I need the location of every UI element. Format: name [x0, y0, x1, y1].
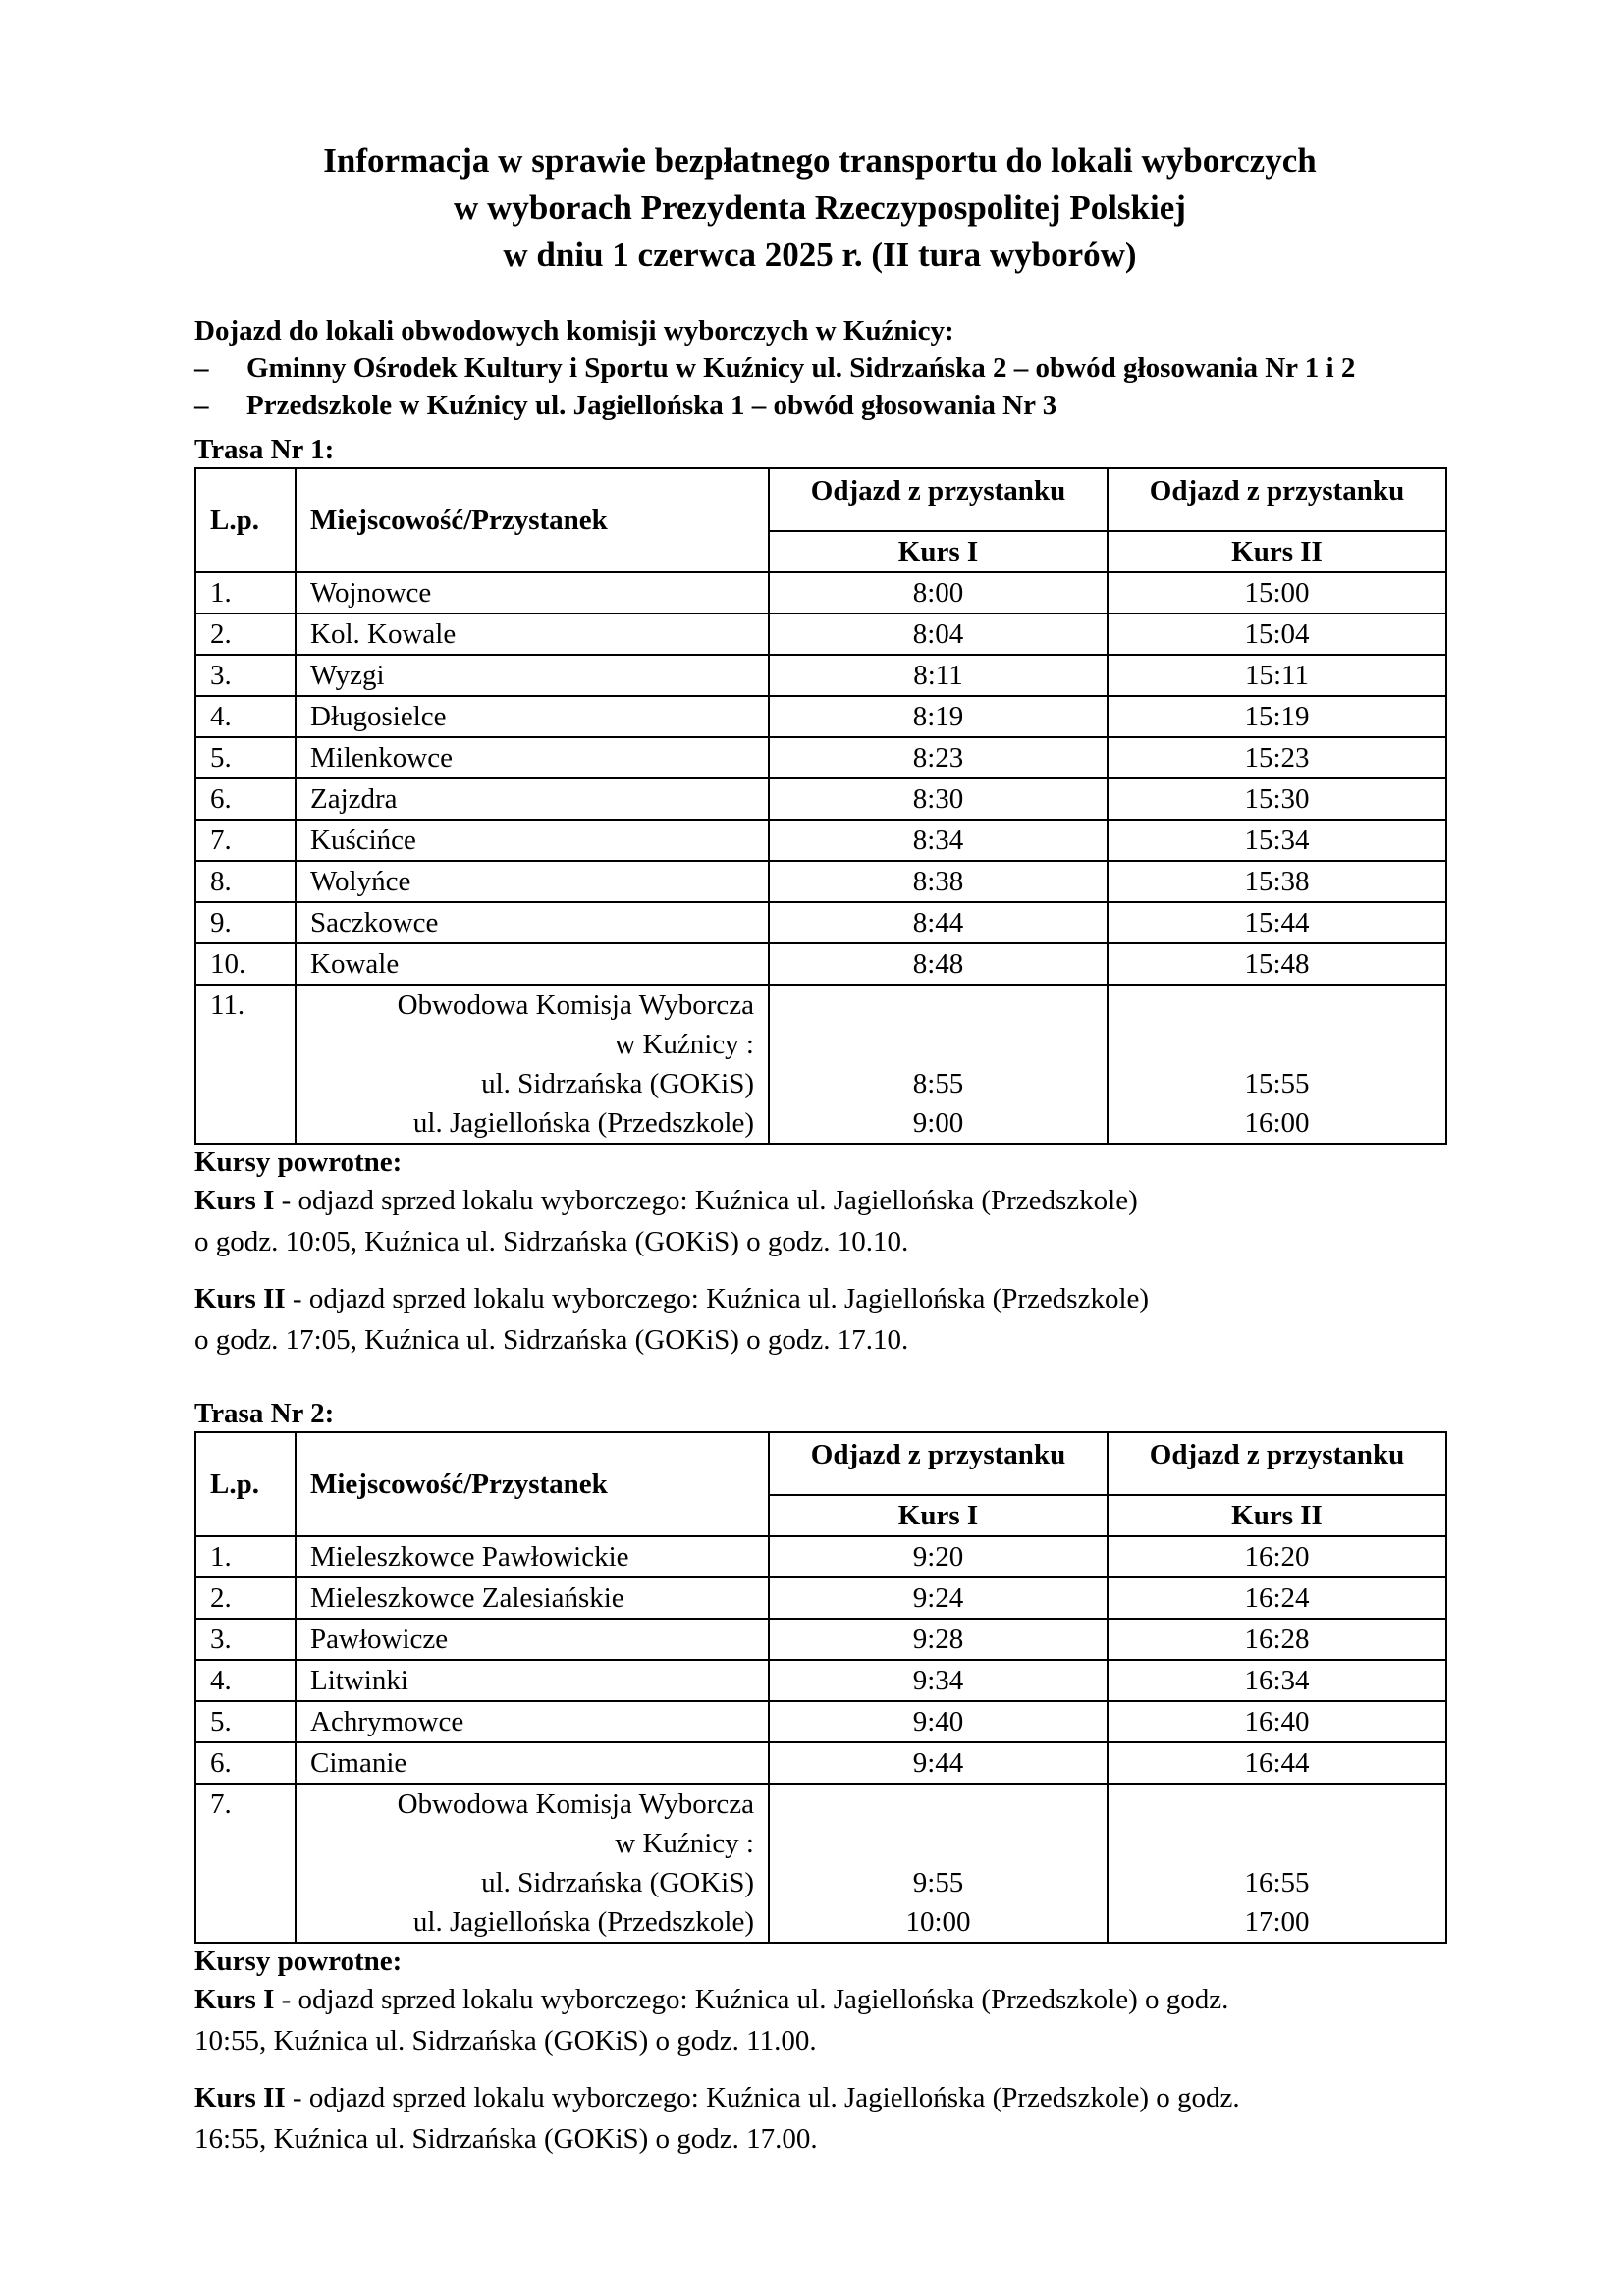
- row-kurs-1-time: 8:04: [769, 614, 1108, 655]
- row-lp: 10.: [195, 943, 296, 985]
- row-place: Milenkowce: [296, 737, 769, 778]
- return-text: - odjazd sprzed lokalu wyborczego: Kuźnica ul. Jagiellońska (Przedszkole) o godz.: [285, 2082, 1240, 2113]
- row-place: Wojnowce: [296, 572, 769, 614]
- row-kurs-1-time: 9:24: [769, 1577, 1108, 1619]
- row-kurs-2-time: 16:44: [1108, 1742, 1446, 1784]
- return-text-2: o godz. 10:05, Kuźnica ul. Sidrzańska (GOKiS) o godz. 10.10.: [194, 1226, 909, 1257]
- table-row: [195, 1577, 1446, 1619]
- final-place-line-1: Obwodowa Komisja Wyborcza: [397, 989, 754, 1021]
- table-row: [195, 572, 1446, 614]
- final-place-line-4: ul. Jagiellońska (Przedszkole): [412, 1107, 754, 1139]
- row-kurs-2-time: 15:38: [1108, 861, 1446, 902]
- row-kurs-1-time: 8:38: [769, 861, 1108, 902]
- table-row: [195, 696, 1446, 737]
- route-1-title: Trasa Nr 1:: [194, 434, 335, 465]
- table-row: [195, 1742, 1446, 1784]
- row-place: Zajzdra: [296, 778, 769, 820]
- return-text-2: o godz. 17:05, Kuźnica ul. Sidrzańska (GOKiS) o godz. 17.10.: [194, 1324, 909, 1356]
- title-line-3: w dniu 1 czerwca 2025 r. (II tura wyborów): [503, 236, 1137, 274]
- row-place: Kuścińce: [296, 820, 769, 861]
- row-kurs-1-time: 8:44: [769, 902, 1108, 943]
- final-kurs-1-b: 9:00: [912, 1107, 964, 1139]
- route-1-table: [194, 467, 1447, 1145]
- header-departure-1: Odjazd z przystanku: [769, 468, 1108, 531]
- row-lp: 7.: [195, 820, 296, 861]
- row-lp: 4.: [195, 1660, 296, 1701]
- title-line-1: Informacja w sprawie bezpłatnego transportu do lokali wyborczych: [323, 141, 1317, 180]
- row-kurs-1-time: 9:34: [769, 1660, 1108, 1701]
- header-kurs-2: Kurs II: [1108, 1495, 1446, 1536]
- row-place: Cimanie: [296, 1742, 769, 1784]
- return-text-2: 10:55, Kuźnica ul. Sidrzańska (GOKiS) o godz. 11.00.: [194, 2025, 817, 2056]
- return-label: Kurs I: [194, 1185, 275, 1216]
- return-label: Kurs I: [194, 1984, 275, 2015]
- row-kurs-2-time: 15:04: [1108, 614, 1446, 655]
- final-place-line-3: ul. Sidrzańska (GOKiS): [481, 1867, 754, 1898]
- row-kurs-2-time: 16:34: [1108, 1660, 1446, 1701]
- row-lp: 4.: [195, 696, 296, 737]
- row-lp: 5.: [195, 1701, 296, 1742]
- header-departure-2: Odjazd z przystanku: [1108, 1432, 1446, 1495]
- header-kurs-1: Kurs I: [769, 1495, 1108, 1536]
- final-place-line-2: w Kuźnicy :: [615, 1029, 754, 1060]
- row-place: Achrymowce: [296, 1701, 769, 1742]
- row-kurs-1-time: 8:30: [769, 778, 1108, 820]
- row-kurs-1-time: 9:20: [769, 1536, 1108, 1577]
- row-lp: 2.: [195, 1577, 296, 1619]
- header-place: Miejscowość/Przystanek: [296, 1432, 769, 1536]
- row-place: Wolyńce: [296, 861, 769, 902]
- route-2-returns-title: Kursy powrotne:: [194, 1946, 403, 1977]
- row-lp: 1.: [195, 1536, 296, 1577]
- return-text: - odjazd sprzed lokalu wyborczego: Kuźnica ul. Jagiellońska (Przedszkole): [285, 1283, 1150, 1314]
- row-lp: 2.: [195, 614, 296, 655]
- header-departure-1: Odjazd z przystanku: [769, 1432, 1108, 1495]
- final-kurs-2-b: 16:00: [1244, 1107, 1310, 1139]
- table-row-final: [195, 1784, 1446, 1943]
- row-kurs-1-time: [769, 985, 1108, 1144]
- row-kurs-1-time: 8:48: [769, 943, 1108, 985]
- row-kurs-2-time: 15:30: [1108, 778, 1446, 820]
- row-lp: 9.: [195, 902, 296, 943]
- header-kurs-2: Kurs II: [1108, 531, 1446, 572]
- row-kurs-2-time: 15:48: [1108, 943, 1446, 985]
- row-place: Wyzgi: [296, 655, 769, 696]
- row-place-final: [296, 1784, 769, 1943]
- row-place: Kol. Kowale: [296, 614, 769, 655]
- header-departure-2: Odjazd z przystanku: [1108, 468, 1446, 531]
- row-kurs-2-time: 16:40: [1108, 1701, 1446, 1742]
- table-row: [195, 1536, 1446, 1577]
- route-1-return-kurs-2: [194, 1278, 1445, 1361]
- row-kurs-2-time: 15:34: [1108, 820, 1446, 861]
- row-kurs-1-time: [769, 1784, 1108, 1943]
- final-place-line-1: Obwodowa Komisja Wyborcza: [397, 1789, 754, 1820]
- table-header-row: [195, 1432, 1446, 1495]
- header-kurs-1: Kurs I: [769, 531, 1108, 572]
- row-lp: 5.: [195, 737, 296, 778]
- final-place-line-2: w Kuźnicy :: [615, 1828, 754, 1859]
- final-place-line-4: ul. Jagiellońska (Przedszkole): [412, 1906, 754, 1938]
- row-kurs-1-time: 8:19: [769, 696, 1108, 737]
- header-place: Miejscowość/Przystanek: [296, 468, 769, 572]
- table-row: [195, 655, 1446, 696]
- intro-heading: Dojazd do lokali obwodowych komisji wyborczych w Kuźnicy:: [194, 315, 954, 347]
- table-header-row: [195, 468, 1446, 531]
- row-kurs-2-time: 15:19: [1108, 696, 1446, 737]
- table-row: [195, 778, 1446, 820]
- row-place-final: [296, 985, 769, 1144]
- row-kurs-2-time: [1108, 985, 1446, 1144]
- title-line-2: w wyborach Prezydenta Rzeczypospolitej Polskiej: [454, 188, 1186, 227]
- row-place: Litwinki: [296, 1660, 769, 1701]
- return-label: Kurs II: [194, 1283, 286, 1314]
- document-page: [194, 137, 1445, 2160]
- row-kurs-2-time: 16:20: [1108, 1536, 1446, 1577]
- intro-list: [194, 349, 1445, 424]
- row-lp: 8.: [195, 861, 296, 902]
- final-kurs-2-a: 15:55: [1244, 1068, 1310, 1099]
- row-place: Długosielce: [296, 696, 769, 737]
- table-row: [195, 820, 1446, 861]
- row-kurs-2-time: 15:11: [1108, 655, 1446, 696]
- row-kurs-1-time: 8:23: [769, 737, 1108, 778]
- final-kurs-1-b: 10:00: [905, 1906, 971, 1938]
- row-kurs-1-time: 8:00: [769, 572, 1108, 614]
- final-kurs-1-a: 8:55: [912, 1068, 964, 1099]
- header-lp: L.p.: [195, 468, 296, 572]
- row-lp: 3.: [195, 655, 296, 696]
- row-lp: 7.: [195, 1784, 296, 1943]
- row-lp: 6.: [195, 778, 296, 820]
- final-kurs-2-b: 17:00: [1244, 1906, 1310, 1938]
- final-kurs-2-a: 16:55: [1244, 1867, 1310, 1898]
- intro-section: [194, 312, 1445, 424]
- final-kurs-1-a: 9:55: [912, 1867, 964, 1898]
- route-1-returns-title: Kursy powrotne:: [194, 1147, 403, 1178]
- table-row: [195, 614, 1446, 655]
- table-row: [195, 902, 1446, 943]
- row-kurs-2-time: 16:28: [1108, 1619, 1446, 1660]
- row-kurs-1-time: 9:28: [769, 1619, 1108, 1660]
- row-kurs-1-time: 8:11: [769, 655, 1108, 696]
- row-place: Mieleszkowce Zalesiańskie: [296, 1577, 769, 1619]
- document-title: [194, 137, 1445, 279]
- row-place: Mieleszkowce Pawłowickie: [296, 1536, 769, 1577]
- row-lp: 3.: [195, 1619, 296, 1660]
- header-lp: L.p.: [195, 1432, 296, 1536]
- return-text: - odjazd sprzed lokalu wyborczego: Kuźnica ul. Jagiellońska (Przedszkole): [274, 1185, 1138, 1216]
- row-lp: 1.: [195, 572, 296, 614]
- table-row: [195, 1660, 1446, 1701]
- row-kurs-2-time: 16:24: [1108, 1577, 1446, 1619]
- return-text-2: 16:55, Kuźnica ul. Sidrzańska (GOKiS) o godz. 17.00.: [194, 2123, 818, 2155]
- row-kurs-2-time: 15:00: [1108, 572, 1446, 614]
- table-row: [195, 1619, 1446, 1660]
- route-1-return-kurs-1: [194, 1180, 1445, 1262]
- row-kurs-2-time: 15:44: [1108, 902, 1446, 943]
- row-lp: 6.: [195, 1742, 296, 1784]
- route-2-title: Trasa Nr 2:: [194, 1398, 335, 1429]
- route-2-table: [194, 1431, 1447, 1944]
- row-kurs-2-time: 15:23: [1108, 737, 1446, 778]
- table-row: [195, 737, 1446, 778]
- row-kurs-1-time: 9:40: [769, 1701, 1108, 1742]
- row-place: Saczkowce: [296, 902, 769, 943]
- table-row: [195, 943, 1446, 985]
- return-text: - odjazd sprzed lokalu wyborczego: Kuźnica ul. Jagiellońska (Przedszkole) o godz.: [274, 1984, 1229, 2015]
- table-row-final: [195, 985, 1446, 1144]
- table-row: [195, 1701, 1446, 1742]
- row-place: Pawłowicze: [296, 1619, 769, 1660]
- row-place: Kowale: [296, 943, 769, 985]
- route-2-return-kurs-1: [194, 1979, 1445, 2061]
- row-kurs-1-time: 9:44: [769, 1742, 1108, 1784]
- final-place-line-3: ul. Sidrzańska (GOKiS): [481, 1068, 754, 1099]
- intro-list-item: – Przedszkole w Kuźnicy ul. Jagiellońska 1 – obwód głosowania Nr 3: [194, 387, 1445, 424]
- row-kurs-2-time: [1108, 1784, 1446, 1943]
- table-row: [195, 861, 1446, 902]
- row-kurs-1-time: 8:34: [769, 820, 1108, 861]
- route-2-return-kurs-2: [194, 2077, 1445, 2160]
- return-label: Kurs II: [194, 2082, 286, 2113]
- row-lp: 11.: [195, 985, 296, 1144]
- intro-list-item: – Gminny Ośrodek Kultury i Sportu w Kuźnicy ul. Sidrzańska 2 – obwód głosowania Nr 1 i 2: [194, 349, 1445, 387]
